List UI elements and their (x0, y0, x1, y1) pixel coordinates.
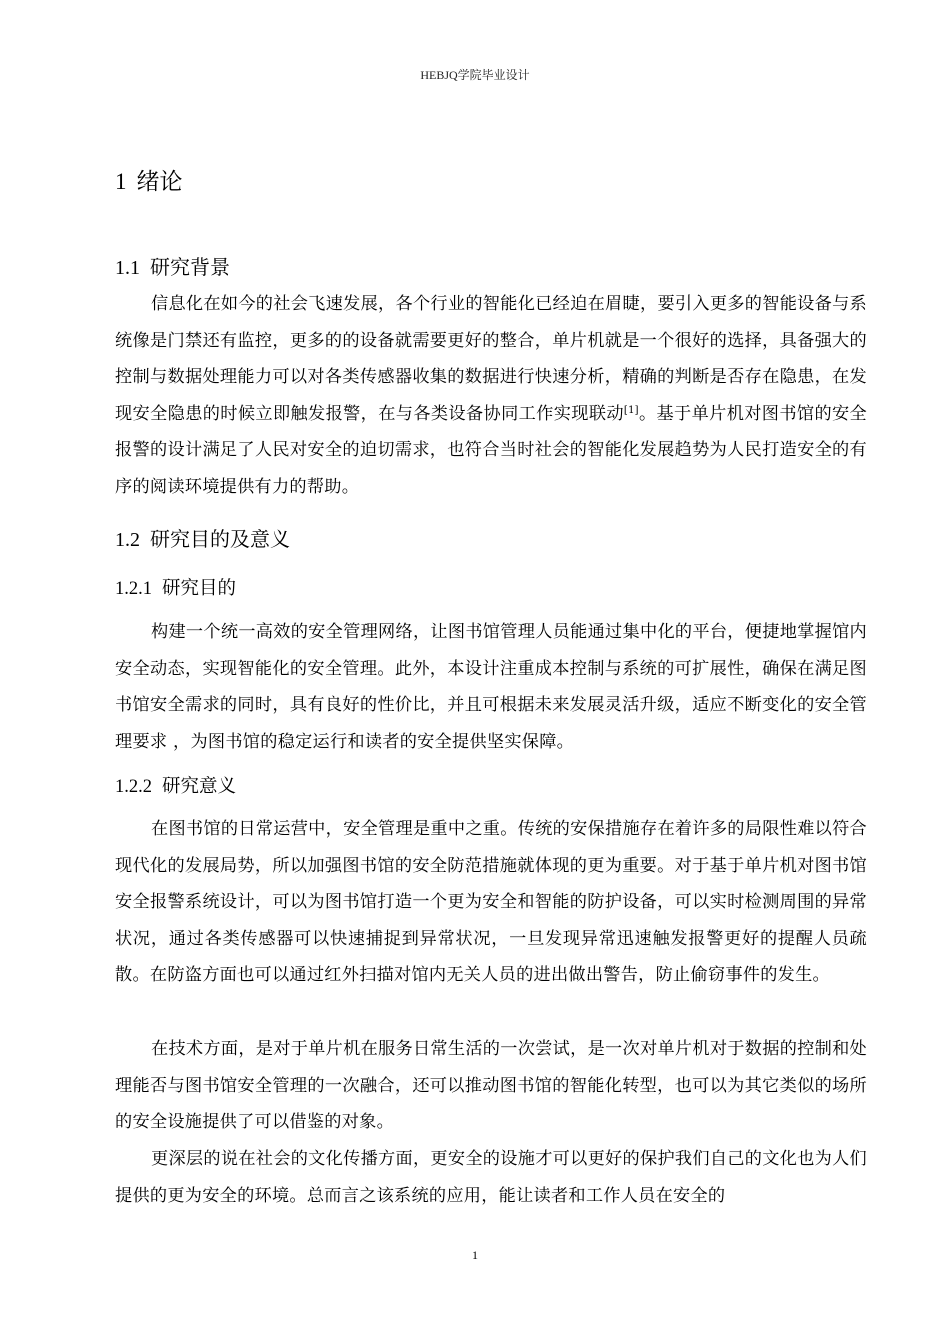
citation-ref: [1] (623, 404, 639, 416)
chapter-number: 1 (115, 169, 127, 194)
section-number: 1.1 (115, 257, 140, 279)
paragraph-significance-2: 在技术方面，是对于单片机在服务日常生活的一次尝试，是一次对单片机对于数据的控制和处理能否与图书馆安全管理的一次融合，还可以推动图书馆的智能化转型，也可以为其它类似的场所的安全设施提供了可以借鉴的对象。 (115, 1039, 867, 1132)
section-number: 1.2 (115, 529, 140, 551)
paragraph-significance-3: 更深层的说在社会的文化传播方面，更安全的设施才可以更好的保护我们自己的文化也为人们提供的更为安全的环境。总而言之该系统的应用，能让读者和工作人员在安全的 (115, 1149, 867, 1206)
section-title: 研究背景 (150, 255, 230, 279)
paragraph-research-purpose: 构建一个统一高效的安全管理网络，让图书馆管理人员能通过集中化的平台，便捷地掌握馆内安全动态，实现智能化的安全管理。此外，本设计注重成本控制与系统的可扩展性，确保在满足图书馆安全需求的同时，具有良好的性价比，并且可根据未来发展灵活升级，适应不断变化的安全管理要求 ，为图书馆的稳定运行和读者的安全提供坚实保障。 (115, 622, 867, 752)
subsection-number: 1.2.1 (115, 579, 152, 599)
running-header: HEBJQ学院毕业设计 (420, 68, 530, 82)
paragraph-research-background (115, 286, 867, 505)
section-heading-1-2 (115, 523, 290, 552)
subsection-title: 研究目的 (162, 578, 237, 599)
subsection-heading-1-2-1 (115, 574, 236, 600)
subsection-number: 1.2.2 (115, 777, 152, 797)
paragraph-significance-1: 在图书馆的日常运营中，安全管理是重中之重。传统的安保措施存在着许多的局限性难以符合现代化的发展局势，所以加强图书馆的安全防范措施就体现的更为重要。对于基于单片机对图书馆安全报警系统设计，可以为图书馆打造一个更为安全和智能的防护设备，可以实时检测周围的异常状况，通过各类传感器可以快速捕捉到异常状况，一旦发现异常迅速触发报警更好的提醒人员疏散。在防盗方面也可以通过红外扫描对馆内无关人员的进出做出警告，防止偷窃事件的发生。 (115, 819, 867, 985)
section-title: 研究目的及意义 (150, 527, 290, 551)
page-number: 1 (472, 1248, 478, 1262)
subsection-title: 研究意义 (162, 776, 237, 797)
chapter-heading (115, 163, 183, 196)
paragraph-text: 信息化在如今的社会飞速发展，各个行业的智能化已经迫在眉睫，要引入更多的智能设备与系统像是门禁还有监控，更多的的设备就需要更好的整合，单片机就是一个很好的选择，具备强大的控制与数据处理能力可以对各类传感器收集的数据进行快速分析，精确的判断是否存在隐患，在发现安全隐患的时候立即触发报警，在与各类设备协同工作实现联动 (115, 294, 867, 424)
chapter-title: 绪论 (136, 169, 183, 195)
section-heading-1-1 (115, 251, 230, 280)
paragraph-text: 。基于单片机对图书馆的安全报警的设计满足了人民对安全的迫切需求，也符合当时社会的智能化发展趋势为人民打造安全的有序的阅读环境提供有力的帮助。 (115, 403, 867, 497)
subsection-heading-1-2-2 (115, 772, 236, 798)
